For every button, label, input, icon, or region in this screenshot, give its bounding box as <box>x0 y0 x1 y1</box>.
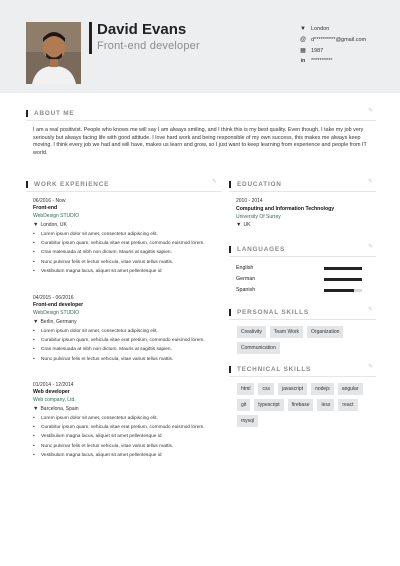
job-location <box>33 405 213 413</box>
education-degree: Computing and Information Technology <box>236 206 335 212</box>
section-bar <box>229 366 231 373</box>
job-bullet: • Curabitur ipsum quam, vehicula vitae erat pretium, commodo euismod lorem. <box>33 337 205 343</box>
education-location-text: UK <box>243 221 251 228</box>
job-bullet: • Lorem ipsum dolor sit amet, consectetur adipiscing elit. <box>33 231 158 237</box>
name-accent-bar <box>89 22 92 54</box>
skill-tag: Organization <box>307 326 343 338</box>
skill-tag: nodejs <box>311 383 334 395</box>
job-location-text: Berlin, Germany <box>40 318 77 325</box>
language-row <box>236 286 366 294</box>
experience-divider <box>26 191 222 192</box>
personal-skills-section-header <box>229 309 309 316</box>
edit-pencil-icon[interactable]: ✎ <box>368 108 374 114</box>
contact-birth-year <box>298 46 366 56</box>
job-company: WebDesign STUDIO <box>33 309 80 316</box>
job-bullet: • Curabitur ipsum quam, vehicula vitae erat pretium, commodo euismod lorem. <box>33 240 205 246</box>
education-location <box>236 222 376 228</box>
education-divider <box>229 191 376 192</box>
job-location-text: Barcelona, Spain <box>40 405 79 412</box>
job-date: 04/2015 - 06/2016 <box>33 295 74 301</box>
location-pin-icon: ▼ <box>33 405 39 412</box>
edit-pencil-icon[interactable]: ✎ <box>368 307 374 313</box>
education-section-header <box>229 181 282 188</box>
education-date: 2010 - 2014 <box>236 198 263 204</box>
profile-photo <box>26 22 81 84</box>
language-level-fill <box>324 278 362 281</box>
contact-linkedin[interactable] <box>298 56 366 66</box>
experience-section-header <box>26 181 109 188</box>
section-bar <box>229 246 231 253</box>
job-location <box>33 318 213 326</box>
skill-tag: css <box>258 383 274 395</box>
contact-email-text[interactable]: d**********@gmail.com <box>311 36 367 43</box>
skill-tag: Communication <box>237 342 280 354</box>
job-bullet: • Cras malesuada at nibh non dictum. Mauris at sagittis sapien. <box>33 347 172 353</box>
resume-header <box>0 0 400 93</box>
job-date: 01/2014 - 12/2014 <box>33 382 74 388</box>
job-company: WebDesign STUDIO <box>33 212 80 219</box>
candidate-role: Front-end developer <box>97 40 200 52</box>
skill-tag: mysql <box>237 415 258 427</box>
job-location <box>33 221 213 229</box>
skill-tag: Team Work <box>270 326 303 338</box>
skill-tag: react <box>338 399 357 411</box>
job-title: Front-end <box>33 205 58 211</box>
language-level-fill <box>324 289 354 292</box>
section-bar <box>229 309 231 316</box>
edit-pencil-icon[interactable]: ✎ <box>212 179 218 185</box>
job-entry <box>33 295 213 366</box>
technical-skills-tags <box>237 383 377 431</box>
education-title: EDUCATION <box>237 181 282 188</box>
contact-linkedin-text[interactable]: ********** <box>311 58 333 65</box>
about-title: ABOUT ME <box>34 110 75 117</box>
personal-skills-title: PERSONAL SKILLS <box>237 309 309 316</box>
contact-location-text: London <box>311 26 330 32</box>
personal-skills-tags <box>237 326 377 358</box>
job-bullet: • Lorem ipsum dolor sit amet, consectetur adipiscing elit. <box>33 415 158 421</box>
technical-skills-section-header <box>229 366 311 373</box>
candidate-name: David Evans <box>97 21 187 38</box>
skill-tag: firebase <box>288 399 314 411</box>
languages-title: LANGUAGES <box>237 246 286 253</box>
skill-tag: html <box>237 383 254 395</box>
job-date: 06/2016 - Now <box>33 198 66 204</box>
job-bullets <box>33 416 213 460</box>
location-pin-icon: ▼ <box>33 318 39 325</box>
calendar-icon: ▦ <box>300 48 306 55</box>
language-row <box>236 264 366 272</box>
job-bullet: • Lorem ipsum dolor sit amet, consectetur adipiscing elit. <box>33 328 158 334</box>
language-name: German <box>236 276 256 282</box>
contact-email[interactable] <box>298 35 366 45</box>
skill-tag: less <box>317 399 334 411</box>
job-location-text: London, UK <box>40 221 67 228</box>
email-at-icon: @ <box>299 36 307 43</box>
languages-divider <box>229 256 376 257</box>
linkedin-icon: in <box>300 58 306 65</box>
about-text: I am a real positivist. People who knows me will say I am always smiling, and I think this is my best quality. Even though, I take my job very seriously but always facing life with good attitude. I love hard work and being responsible of my own success, this makes me always keep moving. I think every job we had and will have, makes us learn and grow, so I just want to keep learning from experience and people from IT world. <box>33 127 367 156</box>
job-bullets <box>33 329 213 363</box>
language-level-fill <box>324 267 362 270</box>
job-bullet: • Curabitur ipsum quam, vehicula vitae erat pretium, commodo euismod lorem. <box>33 424 205 430</box>
job-bullet: • Vestibulum magna lacus, aliquet sit amet pellentesque id <box>33 434 162 440</box>
edit-pencil-icon[interactable]: ✎ <box>368 364 374 370</box>
language-name: English <box>236 265 254 271</box>
about-section-header <box>26 110 74 117</box>
section-bar <box>26 110 28 117</box>
language-name: Spanish <box>236 287 256 293</box>
location-pin-icon: ▼ <box>236 221 242 228</box>
job-bullet: • Cras malesuada at nibh non dictum. Mauris at sagittis sapien. <box>33 250 172 256</box>
job-title: Web developer <box>33 389 70 395</box>
language-level-bar <box>324 278 362 281</box>
personal-skills-divider <box>229 319 376 320</box>
location-pin-icon: ▼ <box>33 221 39 228</box>
skill-tag: javascript <box>278 383 307 395</box>
language-level-bar <box>324 267 362 270</box>
languages-section-header <box>229 246 285 253</box>
contact-list <box>298 24 366 67</box>
job-company: Web company, Ltd. <box>33 396 76 403</box>
section-bar <box>229 181 231 188</box>
job-bullets <box>33 232 213 276</box>
section-bar <box>26 181 28 188</box>
job-bullet: • Vestibulum magna lacus, aliquet sit amet pellentesque id <box>33 453 162 459</box>
job-entry <box>33 198 213 278</box>
language-level-bar <box>324 289 362 292</box>
job-bullet: • Vestibulum magna lacus, aliquet sit amet pellentesque id <box>33 269 162 275</box>
technical-skills-divider <box>229 376 376 377</box>
job-title: Front-end developer <box>33 302 84 308</box>
job-bullet: • Nunc pulvinar felis et lectus vehicula, vitae varius tellus mattis. <box>33 259 174 265</box>
skill-tag: Creativity <box>237 326 266 338</box>
job-bullet: • Nunc pulvinar felis et lectus vehicula, vitae varius tellus mattis. <box>33 356 174 362</box>
edit-pencil-icon[interactable]: ✎ <box>368 244 374 250</box>
skill-tag: angular <box>338 383 363 395</box>
technical-skills-title: TECHNICAL SKILLS <box>237 366 312 373</box>
skill-tag: typescript <box>254 399 283 411</box>
skill-tag: git <box>237 399 250 411</box>
contact-birth-year-text: 1987 <box>311 47 324 54</box>
language-row <box>236 275 366 283</box>
job-bullet: • Nunc pulvinar felis et lectus vehicula, vitae varius tellus mattis. <box>33 443 174 449</box>
job-entry <box>33 382 213 462</box>
education-university: University Of Surrey <box>236 213 281 220</box>
education-entry <box>236 198 376 228</box>
contact-location <box>298 24 366 34</box>
about-divider <box>26 120 376 121</box>
location-pin-icon: ▼ <box>300 26 306 32</box>
experience-title: WORK EXPERIENCE <box>34 181 110 188</box>
edit-pencil-icon[interactable]: ✎ <box>368 179 374 185</box>
